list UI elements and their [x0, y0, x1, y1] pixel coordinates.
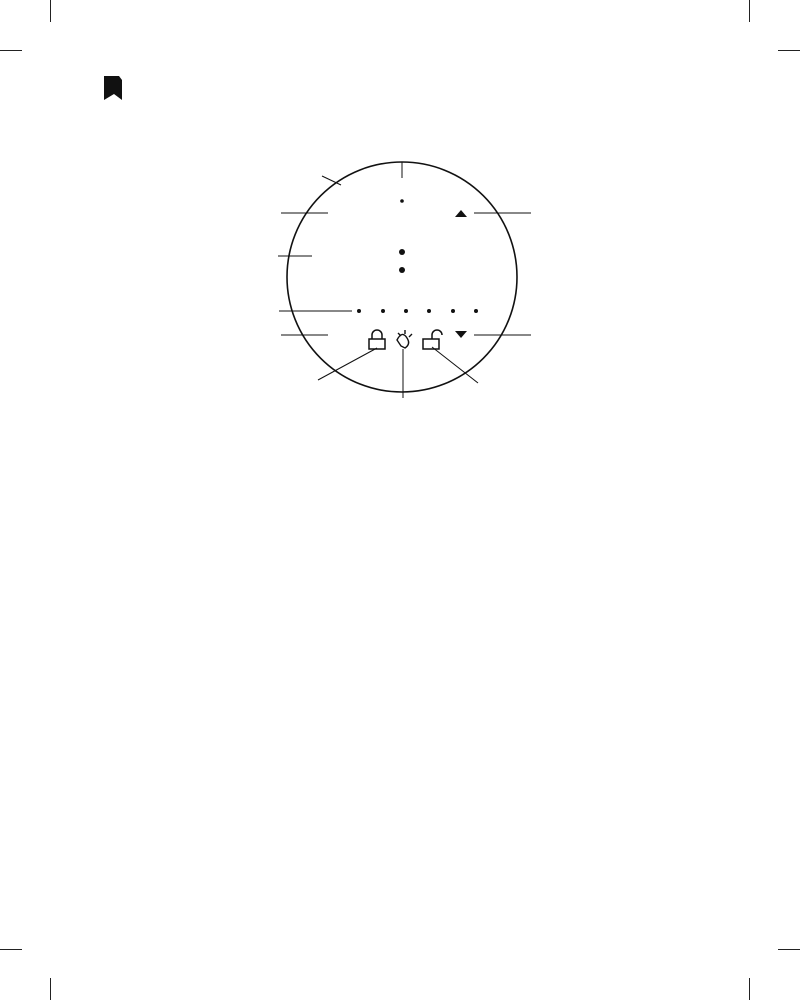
colon-dot [399, 267, 405, 273]
microphone-dot [400, 199, 404, 203]
feeding-dot [357, 309, 361, 313]
increase-triangle-icon [455, 210, 467, 217]
crop-mark [50, 978, 51, 1000]
feeding-dot [404, 309, 408, 313]
feeding-dot [474, 309, 478, 313]
unlock-icon [423, 330, 442, 349]
crop-mark [749, 978, 750, 1000]
colon-dot [399, 249, 405, 255]
feeding-dot [451, 309, 455, 313]
outline-indicator-ring [287, 162, 517, 392]
voice-record-icon [397, 330, 412, 348]
decrease-triangle-icon [455, 331, 467, 338]
control-panel-diagram [0, 0, 800, 460]
feeding-dot [427, 309, 431, 313]
crop-mark [778, 949, 800, 950]
leader-line [432, 347, 478, 383]
lock-icon [369, 330, 385, 349]
crop-mark [0, 949, 22, 950]
feeding-dot [381, 309, 385, 313]
